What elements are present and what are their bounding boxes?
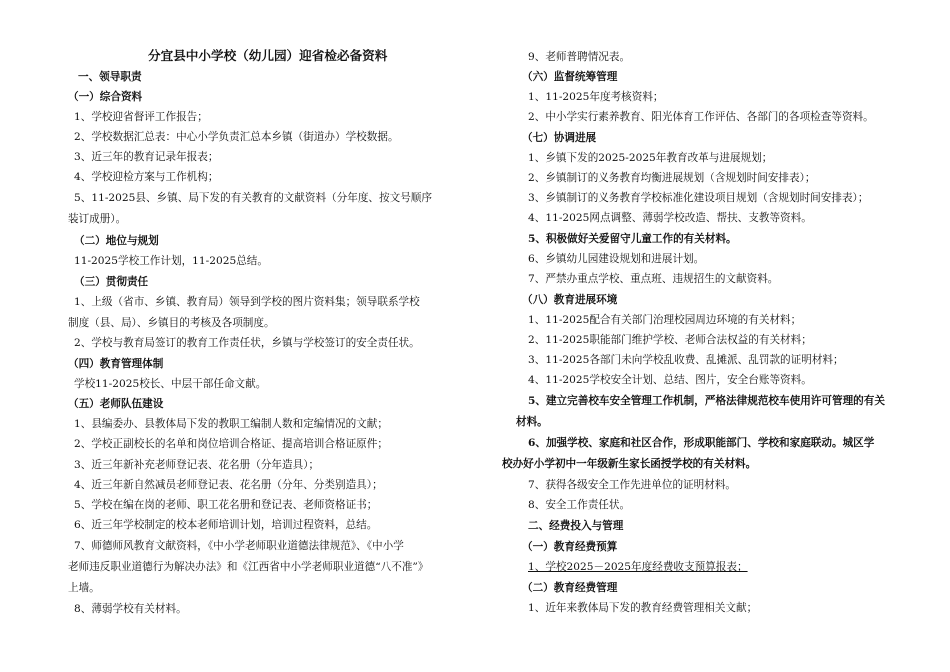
list-item-continued: 老师违反职业道德行为解决办法》和《江西省中小学老师职业道德“八不准”》 (68, 561, 429, 573)
section-funds-management: （二）教育经费管理 (522, 582, 618, 594)
list-item-continued: 装订成册）。 (68, 213, 127, 225)
list-item: 3、近三年新补充老师登记表、花名册（分年造具）； (74, 459, 320, 471)
list-item: 7、严禁办重点学校、重点班、违规招生的文献资料。 (528, 273, 779, 285)
list-item-underlined: 1、学校2025－2025年度经费收支预算报表； (528, 561, 748, 573)
section-environment: （八）教育进展环境 (522, 294, 618, 306)
list-item: 学校11-2025校长、中层干部任命文献。 (74, 378, 267, 390)
list-item: 7、师德师风教育文献资料，《中小学老师职业道德法律规范》、《中小学 (74, 540, 404, 552)
list-item: 3、乡镇制订的义务教育学校标准化建设项目规划（含规划时间安排表）； (528, 192, 869, 204)
list-item-bold-continued: 校办好小学初中一年级新生家长函授学校的有关材料。 (502, 458, 757, 470)
list-item: 8、薄弱学校有关材料。 (74, 603, 187, 615)
list-item-continued: 上墙。 (68, 582, 100, 594)
list-item: 1、11-2025配合有关部门治理校园周边环境的有关材料； (528, 314, 802, 326)
list-item: 4、学校迎检方案与工作机构； (74, 171, 219, 183)
section-budget: （一）教育经费预算 (522, 541, 618, 553)
list-item: 2、学校数据汇总表：中心小学负责汇总本乡镇（街道办）学校数据。 (74, 131, 399, 143)
list-item-bold: 6、加强学校、家庭和社区合作，形成职能部门、学校和家庭联动。城区学 (528, 437, 875, 449)
list-item: 2、乡镇制订的义务教育均衡进展规划（含规划时间安排表）； (528, 172, 816, 184)
list-item: 2、11-2025职能部门维护学校、老师合法权益的有关材料； (528, 334, 812, 346)
list-item: 2、中小学实行素养教育、阳光体育工作评估、各部门的各项检查等资料。 (528, 111, 874, 123)
list-item: 1、乡镇下发的2025-2025年教育改革与进展规划； (528, 152, 773, 164)
section-management-system: （四）教育管理体制 (68, 358, 164, 370)
list-item-continued: 制度（县、局）、乡镇目的考核及各项制度。 (68, 317, 275, 329)
list-item: 1、县编委办、县教体局下发的教职工编制人数和定编情况的文献； (74, 418, 388, 430)
list-item: 9、老师普聘情况表。 (528, 51, 631, 63)
list-item: 6、乡镇幼儿园建设规划和进展计划。 (528, 253, 705, 265)
heading-funding: 二、经费投入与管理 (528, 520, 624, 532)
list-item: 8、安全工作责任状。 (528, 499, 631, 511)
heading-leadership: 一、领导职责 (78, 71, 142, 83)
list-item: 4、近三年新自然减员老师登记表、花名册（分年、分类别造具）； (74, 479, 383, 491)
list-item: 1、近年来教体局下发的教育经费管理相关文献； (528, 602, 758, 614)
list-item: 5、学校在编在岗的老师、职工花名册和登记表、老师资格证书； (74, 499, 378, 511)
section-coordination: （七）协调进展 (522, 132, 597, 144)
list-item: 4、11-2025网点调整、薄弱学校改造、帮扶、支教等资料。 (528, 212, 812, 224)
section-comprehensive: （一）综合资料 (68, 91, 143, 103)
section-status-planning: （二）地位与规划 (74, 235, 159, 247)
list-item: 5、11-2025县、乡镇、局下发的有关教育的文献资料（分年度、按文号顺序 (74, 192, 432, 204)
section-supervision: （六）监督统筹管理 (522, 71, 618, 83)
section-teacher-team: （五）老师队伍建设 (68, 398, 164, 410)
list-item: 2、学校与教育局签订的教育工作责任状，乡镇与学校签订的安全责任状。 (74, 337, 420, 349)
list-item: 11-2025学校工作计划，11-2025总结。 (74, 255, 268, 267)
document-title: 分宜县中小学校（幼儿园）迎省检必备资料 (148, 48, 388, 63)
list-item: 3、近三年的教育记录年报表； (74, 151, 219, 163)
list-item: 1、上级（省市、乡镇、教育局）领导到学校的图片资料集；领导联系学校 (74, 296, 420, 308)
list-item: 1、11-2025年度考核资料； (528, 91, 664, 103)
list-item-bold: 5、建立完善校车安全管理工作机制，严格法律规范校车使用许可管理的有关 (528, 395, 885, 407)
list-item: 4、11-2025学校安全计划、总结、图片，安全台账等资料。 (528, 374, 812, 386)
list-item: 1、学校迎省督评工作报告； (74, 111, 208, 123)
list-item: 3、11-2025各部门未向学校乱收费、乱摊派、乱罚款的证明材料； (528, 354, 844, 366)
list-item-bold-continued: 材料。 (516, 416, 548, 428)
list-item: 6、近三年学校制定的校本老师培训计划，培训过程资料，总结。 (74, 519, 378, 531)
list-item: 7、获得各级安全工作先进单位的证明材料。 (528, 479, 737, 491)
section-implementation: （三）贯彻责任 (74, 276, 149, 288)
list-item: 2、学校正副校长的名单和岗位培训合格证、提高培训合格证原件； (74, 438, 388, 450)
list-item-bold: 5、积极做好关爱留守儿童工作的有关材料。 (528, 233, 737, 245)
